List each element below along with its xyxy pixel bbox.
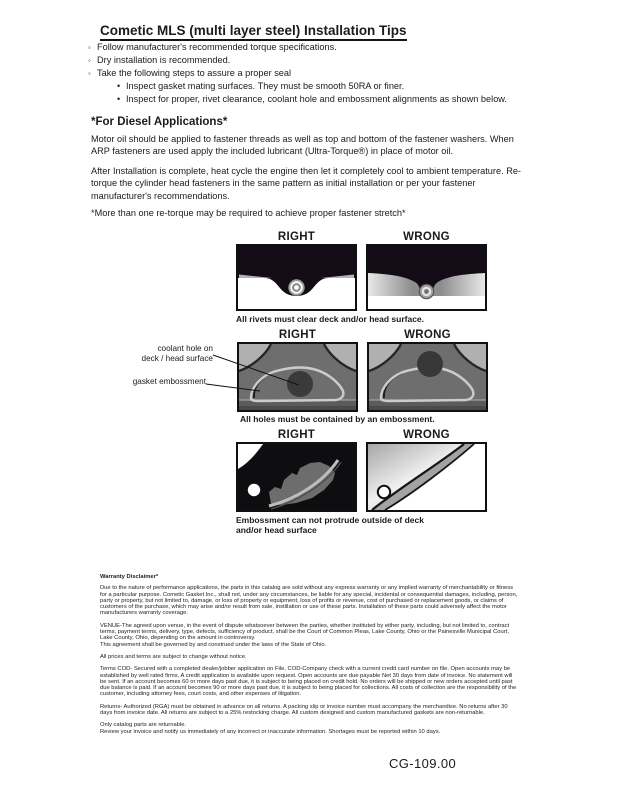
embossment-wrong-illustration xyxy=(369,344,486,410)
diagram-right-label: RIGHT xyxy=(277,429,316,441)
protrude-wrong-illustration xyxy=(368,444,485,510)
row3-caption: Embossment can not protrude outside of deck and/or head surface xyxy=(236,515,424,535)
tip-text: Inspect for proper, rivet clearance, coolant hole and embossment alignments as shown below. xyxy=(126,94,507,104)
tips-list xyxy=(88,41,558,106)
diagram-right-label: RIGHT xyxy=(278,329,317,341)
diagram-wrong-label: WRONG xyxy=(403,231,450,243)
diesel-section-heading: *For Diesel Applications* xyxy=(91,116,228,128)
open-bullet-icon: ◦ xyxy=(88,43,91,52)
diagram-rivet-right xyxy=(236,244,357,311)
legal-paragraph: This agreement shall be governed by and construed under the laws of the State of Ohio. xyxy=(100,641,327,648)
tip-text: Take the following steps to assure a proper seal xyxy=(97,68,292,78)
bullet-icon: • xyxy=(117,94,121,104)
diagram-protrude-right xyxy=(236,442,357,512)
rivet-wrong-illustration xyxy=(368,246,485,309)
tip-sub-item xyxy=(117,93,558,106)
diagram-wrong-label: WRONG xyxy=(404,329,451,341)
page-code: CG-109.00 xyxy=(389,756,457,771)
tip-text: Dry installation is recommended. xyxy=(97,55,231,65)
diagram-right-label: RIGHT xyxy=(277,231,316,243)
diesel-note: *More than one re-torque may be required to achieve proper fastener stretch* xyxy=(91,208,406,218)
diagram-embossment-wrong xyxy=(367,342,488,412)
legal-paragraph: All prices and terms are subject to change without notice. xyxy=(100,653,247,660)
tip-sub-item xyxy=(117,80,558,93)
legal-paragraph: Only catalog parts are returnable. xyxy=(100,722,187,729)
legal-disclaimer xyxy=(100,574,520,735)
tip-item xyxy=(88,54,558,67)
diagram-wrong-label: WRONG xyxy=(403,429,450,441)
page-title: Cometic MLS (multi layer steel) Installation Tips xyxy=(100,23,407,41)
legal-paragraph: Due to the nature of performance applications, the parts in this catalog are sold without any express warranty or any implied warranty of merchantability or fitness for a particular purpose. Cometic Gasket Inc., shall not, under any circumstances, be liable for any special, incidental or consequential damages, including, person, party or property, but not limited to, damage, or loss of property or equipment, loss of profits or revenue, cost of purchased or replacement goods, or claims of customers of the purchase, which may arise and/or result from sale, instillation or use of these parts. Installation of these parts could adversely affect the motor manufacturers warranty coverage. xyxy=(100,585,518,617)
row1-caption: All rivets must clear deck and/or head surface. xyxy=(236,314,425,324)
diagram-protrude-wrong xyxy=(366,442,487,512)
row2-caption: All holes must be contained by an embossment. xyxy=(240,414,435,424)
diesel-paragraph: After Installation is complete, heat cycle the engine then let it completely cool to ambient temperature. Re-torque the cylinder head fasteners in the same pattern as initial installation or per your fastener manufacturer's recommendations. xyxy=(91,166,521,201)
protrude-right-illustration xyxy=(238,444,355,510)
tip-text: Inspect gasket mating surfaces. They must be smooth 50RA or finer. xyxy=(126,81,405,91)
tip-item xyxy=(88,67,558,80)
tip-item xyxy=(88,41,558,54)
legal-paragraph: VENUE-The agreed upon venue, in the event of dispute whatsoever between the parties, whether instituted by either party, including, but not limited to, contract terms, payment terms, delivery, type, defects, sufficiency of product, shall be the Court of Common Pleas, Lake County, Ohio or the Painesville Municipal Court, Lake County, Ohio, depending on the amount in controversy. xyxy=(100,622,510,642)
legal-paragraph: Terms COD- Secured with a completed dealer/jobber application on File, COD-Company check with a current credit card number on file. Open accounts may be established by well rated firms. A credit application is available upon request. Open accounts are due payable Net 30 days from date of invoice. No statement will be sent. If an account becomes 60 or more days past due, it is subject to being placed on credit hold. No orders will be shipped or new orders accepted until past due balance is paid. If an account becomes 90 or more days past due, it is subject to being placed for collections. All costs of collection are the responsibility of the customer, including attorney fees, court costs, and other expenses of litigation. xyxy=(100,666,517,698)
legal-paragraph: Returns- Authorized (RGA) must be obtained in advance on all returns. A packing slip or invoice number must accompany the merchandise. No returns after 30 days from invoice date. All returns are subject to a 25% restocking charge. All custom designed and custom manufactured gaskets are non-returnable. xyxy=(100,703,508,717)
diagram-rivet-wrong xyxy=(366,244,487,311)
open-bullet-icon: ◦ xyxy=(88,56,91,65)
rivet-right-illustration xyxy=(238,246,355,309)
legal-heading: Warranty Disclaimer* xyxy=(100,574,159,580)
legal-paragraph: Review your invoice and notify us immediately of any incorrect or inaccurate information. Shortages must be reported within 10 days. xyxy=(100,728,441,735)
diesel-paragraph: Motor oil should be applied to fastener threads as well as top and bottom of the fastener washers. When ARP fasteners are used apply the included lubricant (Ultra-Torque®) in place of motor oil. xyxy=(91,134,514,157)
bullet-icon: • xyxy=(117,81,121,91)
open-bullet-icon: ◦ xyxy=(88,69,91,78)
callout-gasket-embossment: gasket embossment xyxy=(132,377,206,386)
tip-text: Follow manufacturer's recommended torque specifications. xyxy=(97,42,337,52)
callout-coolant-hole: coolant hole on deck / head surface xyxy=(141,344,213,363)
callout-leader-lines xyxy=(110,340,310,400)
